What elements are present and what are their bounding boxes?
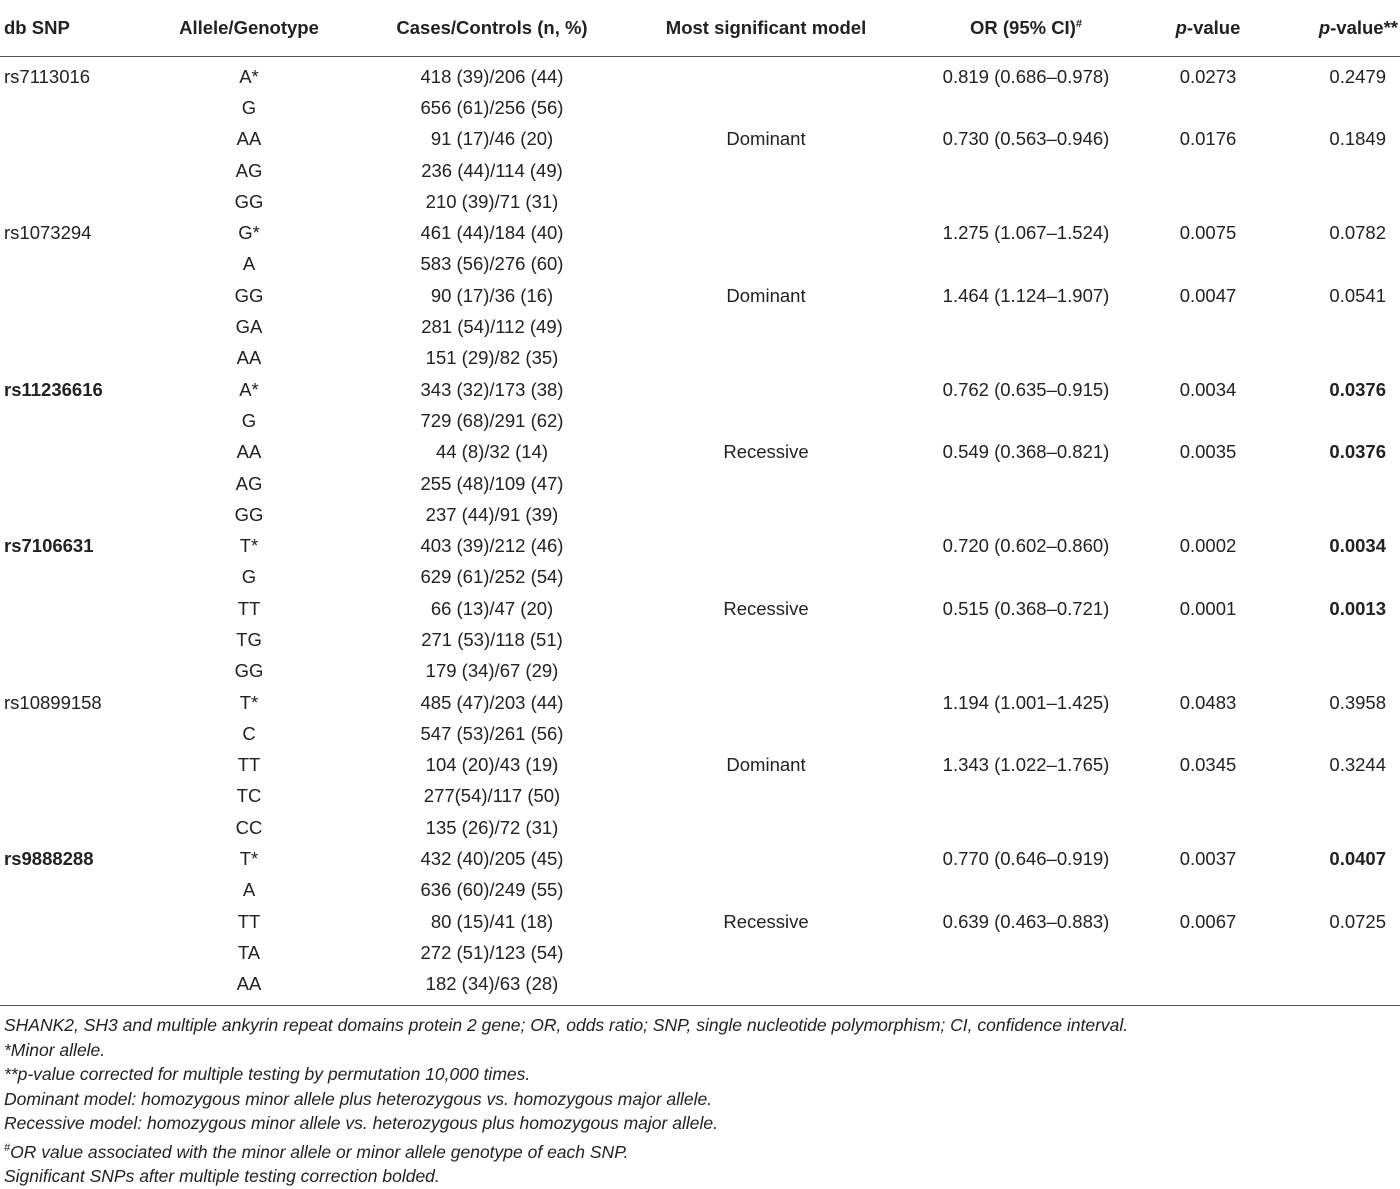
cell-p-value: 0.0273 [1179,65,1237,87]
cell-cases-controls: 80 (15)/41 (18) [430,910,554,932]
cell-corrected-p-value: 0.3958 [1329,691,1386,713]
cell-db-snp [0,124,130,155]
footnote-text: *Minor allele. [4,1039,106,1060]
cell-corrected-p-value [1280,249,1400,280]
cell-corrected-p-value: 0.0376 [1329,441,1386,463]
cell-allele-genotype: C [242,722,256,744]
table-row [0,374,1400,405]
table-row [0,124,1400,155]
cell-model [616,405,916,436]
cell-corrected-p-value [1280,624,1400,655]
cell-odds-ratio: 0.549 (0.368–0.821) [942,441,1110,463]
cell-odds-ratio: 0.515 (0.368–0.721) [942,597,1110,619]
cell-cases-controls: 403 (39)/212 (46) [420,535,564,557]
cell-cases-controls: 636 (60)/249 (55) [420,879,564,901]
table-row [0,687,1400,718]
cell-odds-ratio: 0.730 (0.563–0.946) [942,128,1110,150]
footnote-text: SHANK2, SH3 and multiple ankyrin repeat domains protein 2 gene; OR, odds ratio; SNP, single nucleotide polymorphism; CI, confidence interval. [4,1015,1129,1035]
cell-db-snp [0,781,130,812]
footnote-text: Dominant model: homozygous minor allele plus heterozygous vs. homozygous major allele. [4,1088,713,1109]
cell-db-snp [0,718,130,749]
cell-p-value: 0.0067 [1179,910,1237,932]
footnote-text: **p-value corrected for multiple testing by permutation 10,000 times. [4,1064,531,1085]
cell-cases-controls: 583 (56)/276 (60) [420,253,564,275]
cell-allele-genotype: A* [239,65,259,87]
table-row [0,781,1400,812]
cell-odds-ratio [916,781,1136,812]
cell-cases-controls: 236 (44)/114 (49) [421,159,563,181]
cell-model: Dominant [726,128,806,150]
cell-odds-ratio [916,499,1136,530]
cell-odds-ratio: 1.343 (1.022–1.765) [942,754,1110,776]
cell-p-value: 0.0034 [1179,378,1237,400]
header-db-snp: db SNP [4,17,70,38]
cell-allele-genotype: GG [234,284,264,306]
cell-db-snp: rs11236616 [4,378,103,400]
cell-corrected-p-value [1280,969,1400,1000]
cell-model [616,718,916,749]
cell-allele-genotype: G [241,96,257,118]
footnote-line [4,1087,1394,1112]
table-row [0,499,1400,530]
footnote-line [4,1062,1394,1087]
cell-odds-ratio: 1.275 (1.067–1.524) [942,222,1110,244]
cell-allele-genotype: GG [234,503,264,525]
cell-model [616,812,916,843]
cell-corrected-p-value [1280,343,1400,374]
cell-cases-controls: 182 (34)/63 (28) [425,973,559,995]
cell-odds-ratio: 1.464 (1.124–1.907) [942,284,1110,306]
cell-p-value [1136,155,1280,186]
table-row [0,969,1400,1000]
cell-corrected-p-value [1280,812,1400,843]
cell-odds-ratio: 0.639 (0.463–0.883) [942,910,1110,932]
cell-db-snp [0,249,130,280]
cell-cases-controls: 272 (51)/123 (54) [420,941,564,963]
cell-odds-ratio [916,186,1136,217]
cell-model [616,656,916,687]
cell-cases-controls: 547 (53)/261 (56) [420,722,564,744]
cell-cases-controls: 656 (61)/256 (56) [420,96,564,118]
cell-odds-ratio [916,937,1136,968]
cell-p-value: 0.0001 [1179,597,1237,619]
cell-allele-genotype: G* [238,222,260,244]
cell-allele-genotype: A* [239,378,259,400]
table-row [0,562,1400,593]
cell-cases-controls: 44 (8)/32 (14) [435,441,549,463]
cell-corrected-p-value [1280,92,1400,123]
footnote-line [4,1038,1394,1063]
cell-model [616,343,916,374]
cell-p-value [1136,937,1280,968]
cell-p-value [1136,499,1280,530]
cell-db-snp [0,593,130,624]
cell-cases-controls: 210 (39)/71 (31) [425,190,559,212]
footnote-text: Significant SNPs after multiple testing correction bolded. [4,1166,440,1187]
cell-allele-genotype: AA [236,441,262,463]
cell-model [616,875,916,906]
cell-corrected-p-value [1280,155,1400,186]
cell-odds-ratio [916,155,1136,186]
cell-db-snp [0,405,130,436]
cell-corrected-p-value: 0.3244 [1329,754,1386,776]
cell-p-value [1136,969,1280,1000]
cell-allele-genotype: AA [236,347,262,369]
cell-model: Recessive [723,910,809,932]
cell-p-value: 0.0037 [1179,848,1237,870]
cell-allele-genotype: GA [235,316,263,338]
cell-db-snp [0,562,130,593]
cell-odds-ratio [916,311,1136,342]
cell-p-value: 0.0176 [1179,128,1237,150]
cell-odds-ratio [916,875,1136,906]
cell-allele-genotype: T* [239,535,259,557]
cell-model: Dominant [726,284,806,306]
header-row [0,0,1400,57]
cell-p-value: 0.0002 [1179,535,1237,557]
table-row [0,57,1400,93]
cell-corrected-p-value: 0.0034 [1329,535,1386,557]
cell-model [616,937,916,968]
footnote-line [4,1111,1394,1136]
cell-allele-genotype: TT [237,754,261,776]
cell-corrected-p-value [1280,468,1400,499]
footnote-text: Recessive model: homozygous minor allele vs. heterozygous plus homozygous major allele. [4,1113,718,1134]
cell-allele-genotype: TT [237,910,261,932]
cell-allele-genotype: TT [237,597,261,619]
cell-cases-controls: 432 (40)/205 (45) [420,848,564,870]
cell-corrected-p-value: 0.2479 [1329,65,1386,87]
cell-db-snp [0,499,130,530]
table-body [0,57,1400,1000]
cell-p-value [1136,343,1280,374]
cell-odds-ratio: 1.194 (1.001–1.425) [942,691,1110,713]
cell-cases-controls: 485 (47)/203 (44) [420,691,564,713]
cell-model [616,217,916,248]
table-row [0,468,1400,499]
cell-db-snp [0,92,130,123]
cell-p-value [1136,186,1280,217]
cell-db-snp [0,280,130,311]
cell-p-value: 0.0345 [1179,754,1237,776]
cell-allele-genotype: AA [236,973,262,995]
footnote-line [4,1136,1394,1164]
cell-model [616,468,916,499]
cell-corrected-p-value: 0.1849 [1329,128,1386,150]
table-row [0,750,1400,781]
header-odds-ratio-mark: # [1075,17,1082,30]
cell-model: Dominant [726,754,806,776]
cell-p-value: 0.0075 [1179,222,1237,244]
cell-odds-ratio [916,249,1136,280]
cell-allele-genotype: T* [239,848,259,870]
cell-allele-genotype: GG [234,190,264,212]
cell-model [616,624,916,655]
cell-db-snp: rs1073294 [4,222,92,244]
cell-db-snp [0,812,130,843]
cell-allele-genotype: AG [235,472,263,494]
cell-allele-genotype: G [241,566,257,588]
header-model: Most significant model [665,17,867,38]
cell-db-snp [0,656,130,687]
cell-cases-controls: 255 (48)/109 (47) [420,472,564,494]
cell-odds-ratio [916,468,1136,499]
cell-p-value [1136,249,1280,280]
cell-db-snp [0,875,130,906]
table-row [0,906,1400,937]
cell-allele-genotype: A [242,879,256,901]
cell-model [616,374,916,405]
cell-corrected-p-value: 0.0541 [1329,284,1386,306]
cell-corrected-p-value [1280,562,1400,593]
cell-model [616,499,916,530]
cell-corrected-p-value [1280,718,1400,749]
cell-odds-ratio [916,969,1136,1000]
cell-model [616,843,916,874]
cell-db-snp [0,155,130,186]
header-odds-ratio-text: OR (95% CI) [969,17,1076,38]
cell-cases-controls: 629 (61)/252 (54) [420,566,564,588]
cell-cases-controls: 418 (39)/206 (44) [420,65,564,87]
cell-allele-genotype: GG [234,660,264,682]
footnote-text: OR value associated with the minor allele or minor allele genotype of each SNP. [10,1141,629,1162]
cell-allele-genotype: TC [236,785,262,807]
cell-odds-ratio: 0.762 (0.635–0.915) [942,378,1110,400]
cell-p-value [1136,92,1280,123]
cell-model [616,562,916,593]
cell-db-snp [0,937,130,968]
cell-model [616,530,916,561]
cell-model [616,969,916,1000]
table-row [0,343,1400,374]
table-row [0,624,1400,655]
cell-odds-ratio [916,718,1136,749]
table-row [0,593,1400,624]
cell-cases-controls: 461 (44)/184 (40) [420,222,564,244]
header-p-value [1136,0,1280,57]
cell-db-snp [0,311,130,342]
cell-odds-ratio: 0.770 (0.646–0.919) [942,848,1110,870]
cell-db-snp [0,437,130,468]
cell-cases-controls: 343 (32)/173 (38) [420,378,564,400]
header-corrected-p-value-p: p [1318,17,1331,38]
table-row [0,155,1400,186]
cell-cases-controls: 277(54)/117 (50) [423,785,561,807]
cell-p-value [1136,311,1280,342]
cell-cases-controls: 179 (34)/67 (29) [425,660,559,682]
cell-db-snp [0,750,130,781]
table-row [0,186,1400,217]
cell-corrected-p-value: 0.0013 [1329,597,1386,619]
cell-corrected-p-value [1280,499,1400,530]
cell-corrected-p-value [1280,186,1400,217]
cell-model [616,92,916,123]
cell-cases-controls: 135 (26)/72 (31) [425,816,559,838]
table-footnotes [4,1013,1394,1189]
cell-db-snp [0,343,130,374]
table-row [0,530,1400,561]
cell-corrected-p-value: 0.0376 [1329,378,1386,400]
cell-cases-controls: 151 (29)/82 (35) [425,347,559,369]
cell-odds-ratio [916,812,1136,843]
table-row [0,937,1400,968]
table-row [0,656,1400,687]
cell-allele-genotype: A [242,253,256,275]
cell-allele-genotype: G [241,409,257,431]
cell-db-snp [0,624,130,655]
cell-allele-genotype: TG [236,628,262,650]
cell-model [616,186,916,217]
cell-p-value [1136,812,1280,843]
header-allele-genotype: Allele/Genotype [179,17,319,38]
cell-db-snp: rs7113016 [4,65,91,87]
cell-odds-ratio [916,656,1136,687]
cell-p-value [1136,624,1280,655]
cell-model: Recessive [723,441,809,463]
cell-cases-controls: 91 (17)/46 (20) [430,128,554,150]
cell-cases-controls: 66 (13)/47 (20) [430,597,554,619]
cell-db-snp [0,186,130,217]
table-row [0,249,1400,280]
cell-db-snp [0,906,130,937]
cell-odds-ratio [916,92,1136,123]
cell-corrected-p-value [1280,311,1400,342]
table-row [0,311,1400,342]
cell-odds-ratio [916,562,1136,593]
cell-odds-ratio: 0.720 (0.602–0.860) [942,535,1110,557]
table-row [0,437,1400,468]
table-row [0,718,1400,749]
cell-db-snp: rs10899158 [4,691,102,713]
cell-cases-controls: 281 (54)/112 (49) [421,316,563,338]
cell-odds-ratio [916,624,1136,655]
cell-p-value [1136,468,1280,499]
cell-cases-controls: 271 (53)/118 (51) [421,628,563,650]
cell-allele-genotype: AA [236,128,262,150]
cell-allele-genotype: AG [235,159,263,181]
cell-cases-controls: 237 (44)/91 (39) [425,503,559,525]
cell-model: Recessive [723,597,809,619]
header-p-value-p: p [1175,17,1187,38]
cell-cases-controls: 104 (20)/43 (19) [425,754,559,776]
footer-divider [0,1005,1400,1006]
header-odds-ratio [916,0,1136,57]
header-cases-controls: Cases/Controls (n, %) [396,17,588,38]
table-row [0,812,1400,843]
cell-model [616,687,916,718]
footnote-line [4,1013,1394,1038]
cell-model [616,311,916,342]
cell-p-value [1136,405,1280,436]
cell-model [616,249,916,280]
cell-corrected-p-value [1280,781,1400,812]
cell-corrected-p-value: 0.0407 [1329,848,1386,870]
cell-odds-ratio [916,343,1136,374]
cell-p-value: 0.0047 [1179,284,1237,306]
header-corrected-p-value-rest: -value** [1330,17,1398,38]
cell-corrected-p-value: 0.0782 [1329,222,1386,244]
cell-db-snp: rs7106631 [4,535,94,557]
cell-p-value [1136,781,1280,812]
cell-db-snp: rs9888288 [4,848,94,870]
cell-p-value [1136,875,1280,906]
cell-corrected-p-value [1280,875,1400,906]
cell-p-value: 0.0483 [1179,691,1237,713]
cell-odds-ratio: 0.819 (0.686–0.978) [942,65,1110,87]
cell-allele-genotype: CC [235,816,263,838]
header-corrected-p-value [1280,0,1400,57]
cell-p-value [1136,718,1280,749]
cell-p-value [1136,562,1280,593]
cell-corrected-p-value: 0.0725 [1329,910,1386,932]
cell-corrected-p-value [1280,405,1400,436]
cell-p-value [1136,656,1280,687]
cell-corrected-p-value [1280,937,1400,968]
footnote-mark: # [4,1141,11,1154]
table-row [0,875,1400,906]
table-row [0,92,1400,123]
cell-db-snp [0,468,130,499]
cell-p-value: 0.0035 [1179,441,1237,463]
cell-model [616,57,916,93]
table-row [0,843,1400,874]
table-row [0,280,1400,311]
cell-corrected-p-value [1280,656,1400,687]
header-p-value-rest: -value [1186,17,1241,38]
cell-model [616,155,916,186]
table-row [0,405,1400,436]
cell-db-snp [0,969,130,1000]
table-row [0,217,1400,248]
footnote-line [4,1164,1394,1189]
cell-odds-ratio [916,405,1136,436]
cell-allele-genotype: T* [239,691,259,713]
cell-model [616,781,916,812]
cell-cases-controls: 729 (68)/291 (62) [420,409,564,431]
cell-cases-controls: 90 (17)/36 (16) [430,284,554,306]
cell-allele-genotype: TA [237,941,261,963]
